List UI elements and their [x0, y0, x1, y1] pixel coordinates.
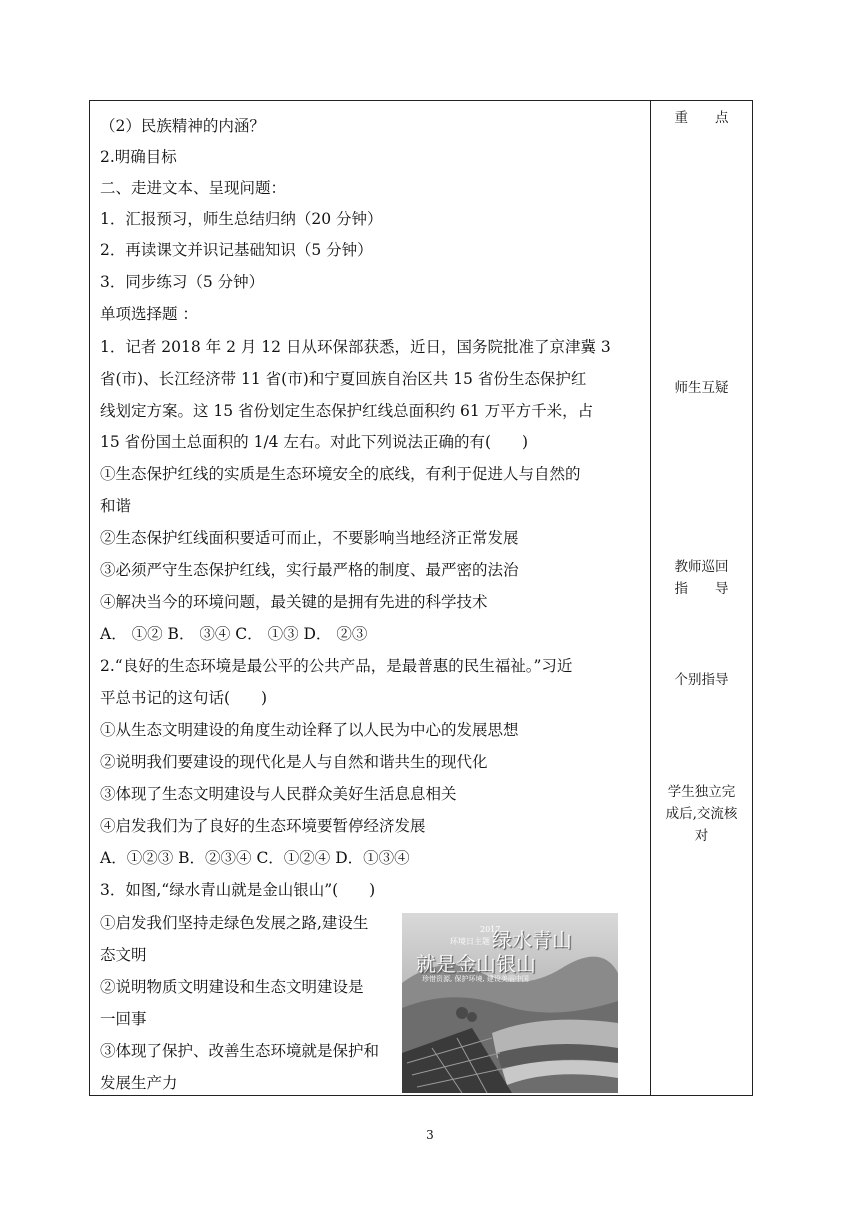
- text-line: 1．记者 2018 年 2 月 12 日从环保部获悉，近日，国务院批准了京津冀 3: [100, 338, 611, 356]
- text-line: （2）民族精神的内涵？: [100, 117, 265, 135]
- text-line: 15 省份国土总面积的 1/4 左右。对此下列说法正确的有( ): [100, 433, 529, 451]
- poster-subtitle: 珍惜资源, 保护环境, 建设美丽中国: [422, 975, 529, 983]
- text-line: 3．如图,“绿水青山就是金山银山”( ): [100, 881, 376, 899]
- text-line: ④启发我们为了良好的生态环境要暂停经济发展: [100, 817, 426, 835]
- text-line: 3．同步练习（5 分钟）: [100, 273, 265, 291]
- page-number: 3: [426, 1128, 434, 1142]
- side-note-questions: 师生互疑: [674, 380, 729, 396]
- text-line: ②生态保护红线面积要适可而止，不要影响当地经济正常发展: [100, 529, 519, 547]
- answer-options: A．①②③ B．②③④ C．①②④ D．①③④: [100, 849, 410, 867]
- text-line: ①生态保护红线的实质是生态环境安全的底线，有利于促进人与自然的: [100, 465, 581, 483]
- text-line: 2．再读课文并识记基础知识（5 分钟）: [100, 241, 373, 259]
- side-note-teacher-guidance: 教师巡回 指 导: [674, 559, 729, 597]
- text-line: ②说明我们要建设的现代化是人与自然和谐共生的现代化: [100, 753, 488, 771]
- poster-title-line2: 就是金山银山: [416, 952, 536, 976]
- text-line: ③体现了保护、改善生态环境就是保护和: [100, 1042, 380, 1060]
- side-note-key-points: 重 点: [674, 110, 729, 126]
- teaching-notes-column: [651, 101, 752, 1095]
- lesson-content-column: [90, 101, 650, 1095]
- poster-year: 2017: [480, 925, 501, 934]
- text-line: 2.“良好的生态环境是最公平的公共产品，是最普惠的民生福祉。”习近: [100, 657, 573, 675]
- text-line: 单项选择题 ：: [100, 305, 198, 323]
- side-note-student-work: 学生独立完 成后,交流核 对: [665, 784, 738, 844]
- text-line: ②说明物质文明建设和生态文明建设是: [100, 978, 364, 996]
- text-line: 线划定方案。这 15 省份划定生态保护红线总面积约 61 万平方千米，占: [100, 402, 594, 420]
- text-line: 一回事: [100, 1010, 147, 1028]
- text-line: 1．汇报预习，师生总结归纳（20 分钟）: [100, 210, 383, 228]
- green-mountains-poster-image: [402, 913, 618, 1093]
- text-line: 省(市)、长江经济带 11 省(市)和宁夏回族自治区共 15 省份生态保护红: [100, 370, 587, 388]
- text-line: ①启发我们坚持走绿色发展之路,建设生: [100, 914, 369, 932]
- text-line: 发展生产力: [100, 1074, 178, 1092]
- text-line: ③体现了生态文明建设与人民群众美好生活息息相关: [100, 785, 457, 803]
- text-line: 二、走进文本、呈现问题：: [100, 179, 287, 197]
- text-line: 态文明: [100, 946, 147, 964]
- text-line: 和谐: [100, 497, 132, 515]
- text-line: ①从生态文明建设的角度生动诠释了以人民为中心的发展思想: [100, 721, 519, 739]
- text-line: ③必须严守生态保护红线，实行最严格的制度、最严密的法治: [100, 561, 519, 579]
- text-line: 2.明确目标: [100, 148, 177, 166]
- lesson-table: [89, 100, 753, 1096]
- poster-theme: 环境日主题: [450, 937, 490, 946]
- poster-title-line1: 绿水青山: [492, 928, 572, 952]
- side-note-individual-guidance: 个别指导: [674, 672, 729, 688]
- answer-options: A． ①② B． ③④ C． ①③ D． ②③: [100, 625, 368, 643]
- text-line: 平总书记的这句话( ): [100, 689, 268, 707]
- text-line: ④解决当今的环境问题，最关键的是拥有先进的科学技术: [100, 593, 488, 611]
